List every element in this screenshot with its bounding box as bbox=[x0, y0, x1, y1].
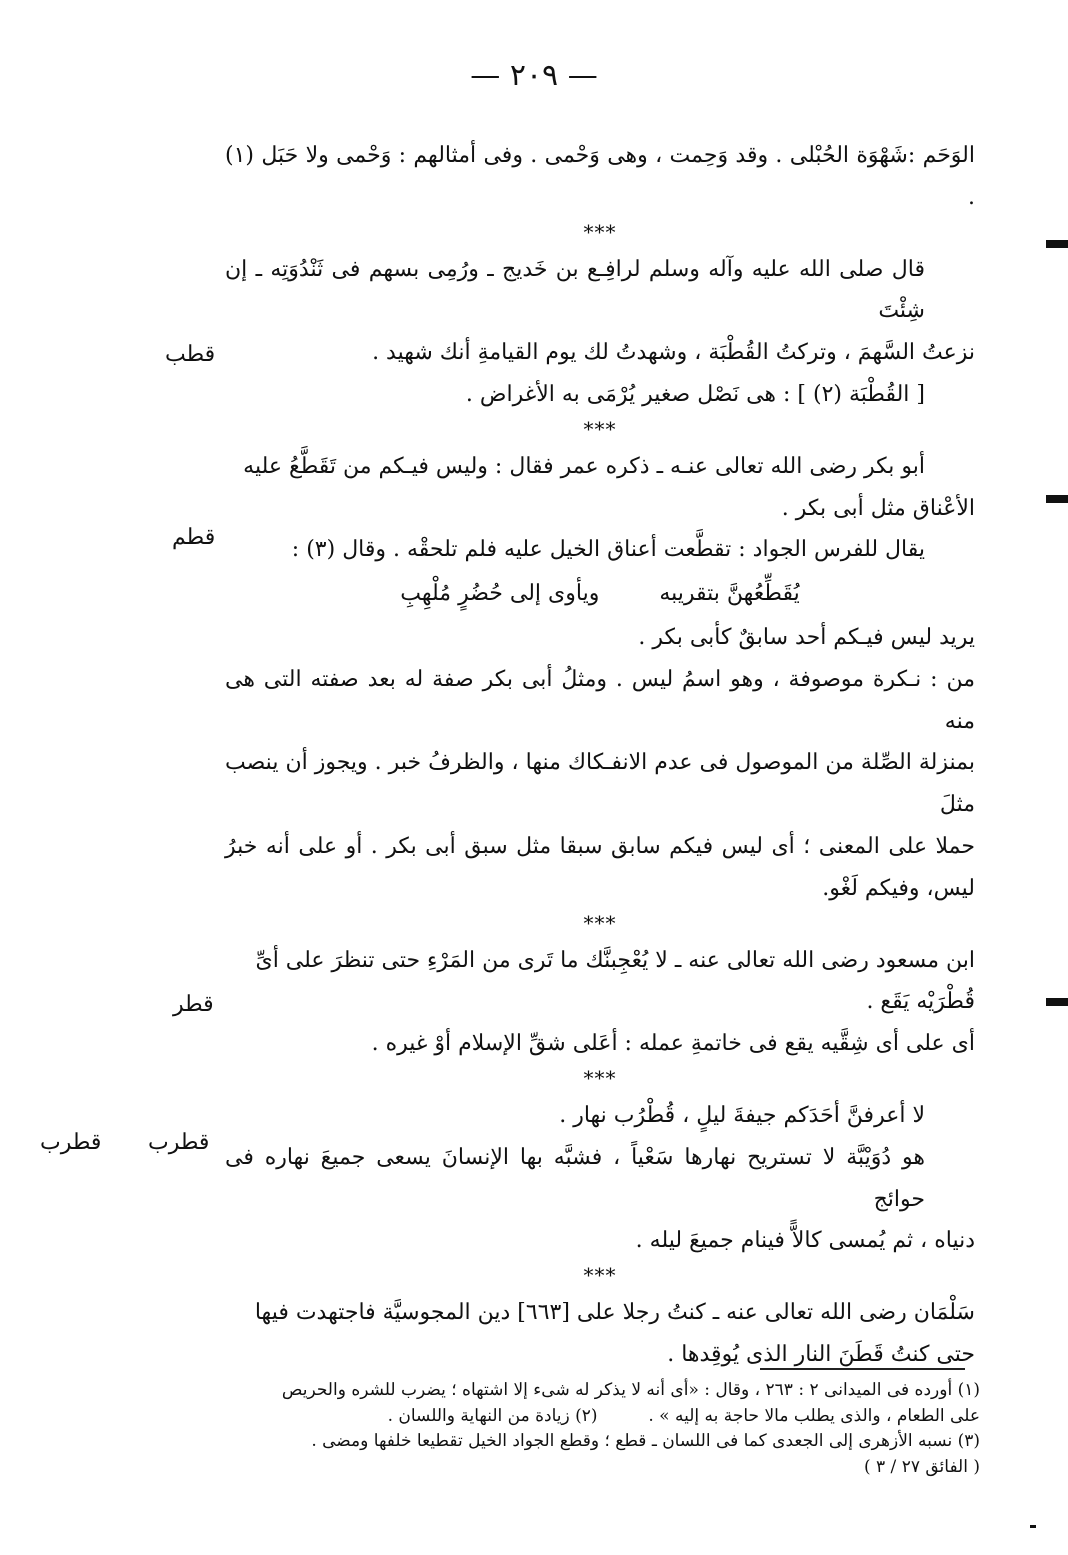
entry-ibn-masud-line-2: قُطْرَيْه يَقَع . bbox=[866, 989, 975, 1015]
edge-mark bbox=[1046, 998, 1068, 1006]
footnote-divider bbox=[760, 1368, 965, 1370]
source-reference: ( الفائق ٢٧ / ٣ ) bbox=[863, 1456, 980, 1477]
entry-salman-line-1: سَلْمَان رضى الله تعالى عنه ـ كنتُ رجلا على [٦٦٣] دين المجوسيَّة فاجتهدت فيها bbox=[254, 1300, 975, 1326]
entry-abubakr-meaning: يريد ليس فيـكم أحد سابقٌ كأبى بكر . bbox=[638, 624, 975, 650]
grammar-note-line-1: من : نـكرة موصوفة ، وهو اسمُ ليس . ومثلُ أبى بكر صفة له بعد صفته التى هى منه bbox=[225, 666, 975, 734]
footnote-1-line-1: (١) أورده فى الميدانى ٢ : ٢٦٣ ، وقال : «أى أنه لا يذكر له شىء إلا اشتهاه ؛ يضرب للشره والحريص bbox=[281, 1380, 980, 1400]
page-number: — ٢٠٩ — bbox=[470, 58, 598, 93]
entry-qutrub-gloss-2: دنياه ، ثم يُمسى كالاًّ فينام جميعَ ليله . bbox=[635, 1228, 975, 1254]
entry-wahm: الوَحَم :شَهْوَة الحُبْلى . وقد وَحِمت ، وهى وَحْمى . وفى أمثالهم : وَحْمى ولا حَبَل (١) . bbox=[225, 143, 975, 210]
margin-word-qata: قطم bbox=[172, 525, 216, 550]
section-separator: *** bbox=[583, 910, 617, 935]
footnote-1-end: على الطعام ، والذى يطلب مالا حاجة به إليه » . bbox=[648, 1405, 980, 1426]
footnote-2: (٢) زيادة من النهاية واللسان . bbox=[387, 1405, 598, 1426]
scan-mark bbox=[1030, 1525, 1036, 1528]
entry-qutba-gloss: [ القُطْبَة (٢) ] : هى نَصْل صغير يُرْمَى به الأغراض . bbox=[465, 381, 925, 407]
entry-qutba-line-2: نزعتُ السَّهمَ ، وتركتُ القُطْبَة ، وشهدتُ لك يوم القيامةِ أنك شهيد . bbox=[372, 340, 975, 366]
entry-abubakr-line-2: الأعْناق مثل أبى بكر . bbox=[781, 495, 975, 521]
entry-qutrub-gloss-1: هو دُوَيْبَّة لا تستريح نهارها سَعْياً ، فشبَّه بها الإنسانَ يسعى جميعَ نهاره فى حوائج bbox=[225, 1144, 925, 1212]
poem-verse bbox=[225, 571, 975, 617]
section-separator: *** bbox=[583, 416, 617, 441]
footnote-3: (٣) نسبه الأزهرى إلى الجعدى كما فى اللسان ـ قطع ؛ وقطع الجواد الخيل تقطيعا خلفها ومضى . bbox=[311, 1431, 980, 1451]
section-separator: *** bbox=[583, 219, 617, 244]
margin-word-qutrub-1: قطرب bbox=[148, 1130, 210, 1155]
footnotes bbox=[225, 1378, 980, 1480]
poem-hemistich-second: ويأوى إلى حُضُرٍ مُلْهِبِ bbox=[400, 581, 600, 607]
section-separator: *** bbox=[583, 1065, 617, 1090]
edge-mark bbox=[1046, 495, 1068, 503]
margin-word-qatar: قطر bbox=[173, 992, 214, 1017]
section-separator: *** bbox=[583, 1263, 617, 1288]
entry-abubakr-line-1: أبو بكر رضى الله تعالى عنـه ـ ذكره عمر فقال : وليس فيـكم من تَقَطَّعُ عليه bbox=[243, 453, 925, 479]
entry-qutba-line-1: قال صلى الله عليه وآله وسلم لرافِـع بن خَديج ـ ورُمِى بسهم فى ثَنْدُوَتِه ـ إن شِئْتَ bbox=[225, 256, 925, 324]
entry-ibn-masud-line-1: ابن مسعود رضى الله تعالى عنه ـ لا يُعْجِبنَّك ما تَرى من المَرْءِ حتى تنظرَ على أىِّ bbox=[255, 947, 975, 973]
main-text bbox=[225, 135, 975, 1376]
grammar-note-line-2: بمنزلة الصِّلة من الموصول فى عدم الانفـكاك منها ، والظرفُ خبر . ويجوز أن ينصب مثلَ bbox=[225, 750, 975, 818]
margin-word-qutb: قطب bbox=[165, 342, 216, 367]
entry-abubakr-gloss: يقال للفرس الجواد : تقطَّعت أعناق الخيل عليه فلم تلحقْه . وقال (٣) : bbox=[291, 537, 925, 563]
margin-word-qutrub-2: قطرب bbox=[40, 1130, 102, 1155]
entry-ibn-masud-gloss: أى على أى شِقَّيه يقع فى خاتمةِ عمله : أعَلى شقِّ الإسلام أوْ غيره . bbox=[371, 1031, 975, 1057]
entry-qutrub-line-1: لا أعرفنَّ أحَدَكم جيفةَ ليلٍ ، قُطْرُب نهار . bbox=[559, 1102, 925, 1128]
entry-salman-line-2: حتى كنتُ قَطَنَ النار الذى يُوقِدها . bbox=[667, 1341, 975, 1367]
poem-hemistich-first: يُقَطِّعُهنَّ بتقريبه bbox=[659, 581, 800, 607]
edge-mark bbox=[1046, 240, 1068, 248]
grammar-note-line-3: حملا على المعنى ؛ أى ليس فيكم سابق سبقا مثل سبق أبى بكر . أو على أنه خبرُ ليس، وفيكم لَغْو. bbox=[225, 833, 975, 901]
footnote-1-line-2 bbox=[225, 1404, 980, 1430]
